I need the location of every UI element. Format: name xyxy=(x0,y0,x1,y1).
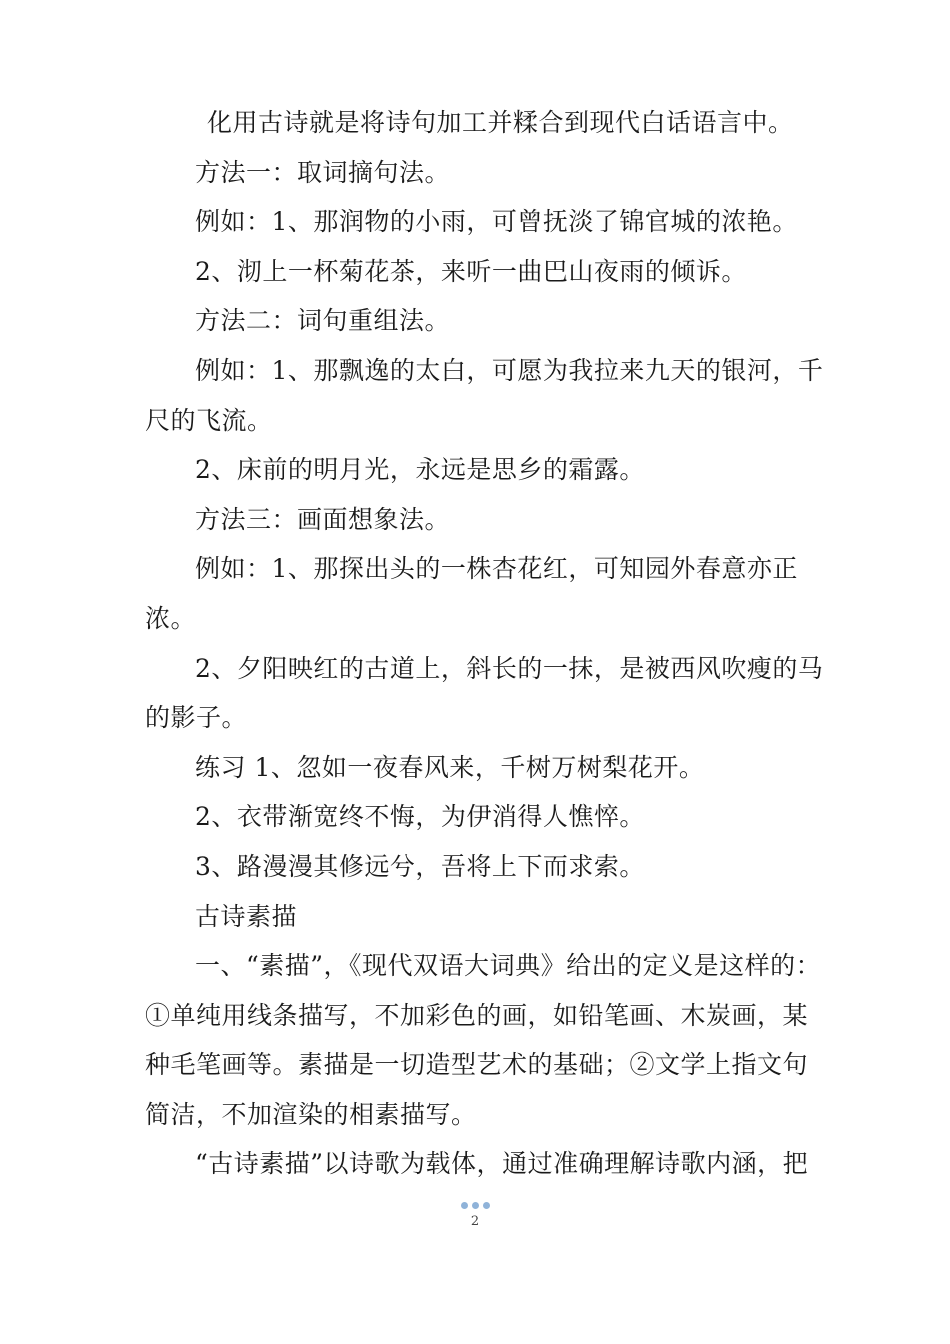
paragraph: 例如：1、那探出头的一株杏花红，可知园外春意亦正浓。 xyxy=(145,554,798,633)
dot-icon xyxy=(461,1202,468,1209)
paragraph: 化用古诗就是将诗句加工并糅合到现代白话语言中。 xyxy=(207,108,794,137)
paragraph: 一、“素描”，《现代双语大词典》给出的定义是这样的：①单纯用线条描写，不加彩色的画，如铅笔画、木炭画，某种毛笔画等。素描是一切造型艺术的基础；②文学上指文句简洁，不加渲染的相素描写。 xyxy=(145,951,822,1129)
paragraph: 例如：1、那润物的小雨，可曾抚淡了锦官城的浓艳。 xyxy=(195,207,798,237)
paragraph: 例如：1、那飘逸的太白，可愿为我拉来九天的银河，千尺的飞流。 xyxy=(145,355,824,435)
paragraph: “古诗素描”以诗歌为载体，通过准确理解诗歌内涵，把 xyxy=(195,1149,809,1179)
page-number: 2 xyxy=(470,1214,480,1229)
paragraph: 2、床前的明月光，永远是思乡的霜露。 xyxy=(195,455,645,485)
dot-icon xyxy=(472,1202,479,1209)
dot-icon xyxy=(483,1202,490,1209)
paragraph: 2、夕阳映红的古道上，斜长的一抹，是被西风吹瘦的马的影子。 xyxy=(145,653,824,733)
paragraph: 方法二：词句重组法。 xyxy=(195,306,451,336)
document-body xyxy=(145,98,825,1189)
paragraph: 2、衣带渐宽终不悔，为伊消得人憔悴。 xyxy=(195,802,645,832)
footer-dots-icon xyxy=(0,1200,950,1210)
paragraph: 方法一：取词摘句法。 xyxy=(195,157,451,187)
page-footer xyxy=(0,1200,950,1230)
paragraph: 练习 1、忽如一夜春风来，千树万树梨花开。 xyxy=(195,752,705,782)
paragraph: 方法三：画面想象法。 xyxy=(195,504,451,534)
paragraph: 2、沏上一杯菊花茶，来听一曲巴山夜雨的倾诉。 xyxy=(195,256,747,286)
paragraph: 3、路漫漫其修远兮，吾将上下而求索。 xyxy=(195,851,645,881)
section-heading: 古诗素描 xyxy=(195,901,298,931)
